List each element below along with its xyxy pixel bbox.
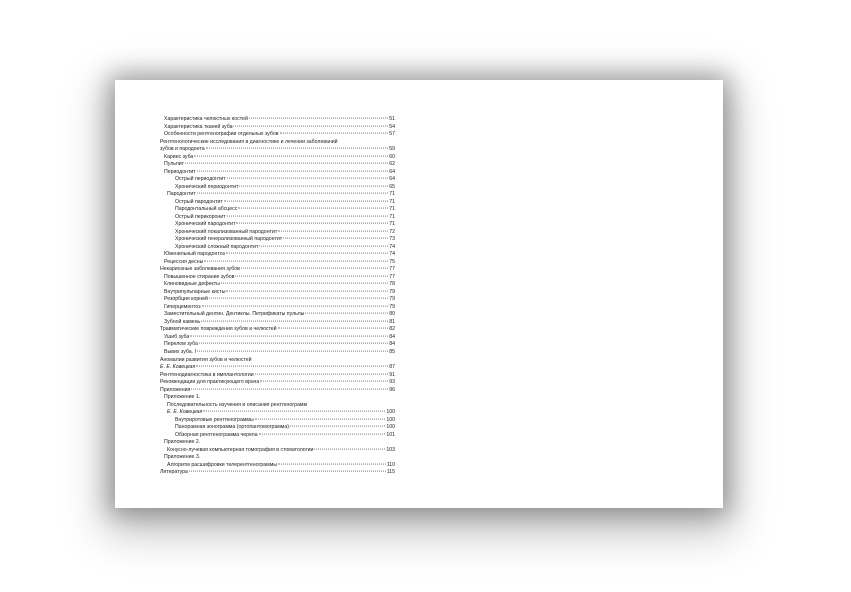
toc-entry-page: 79 bbox=[389, 303, 395, 310]
dot-leader bbox=[255, 412, 386, 419]
toc-entry-page: 79 bbox=[389, 296, 395, 303]
dot-leader bbox=[226, 284, 388, 291]
dot-leader bbox=[259, 427, 386, 434]
toc-entry-page: 96 bbox=[389, 386, 395, 393]
dot-leader bbox=[241, 262, 388, 269]
dot-leader bbox=[199, 337, 388, 344]
toc-entry-page: 100 bbox=[386, 424, 395, 431]
toc-entry-title: Повышенное стирание зубов bbox=[164, 273, 235, 280]
toc-entry-page: 77 bbox=[389, 266, 395, 273]
toc-entry-page: 74 bbox=[389, 251, 395, 258]
dot-leader bbox=[314, 442, 385, 449]
toc-entry-title: Рецессия десны bbox=[164, 258, 204, 265]
dot-leader bbox=[278, 457, 386, 464]
toc-entry-title: Приложение 3. bbox=[164, 454, 201, 461]
toc-entry-title: Гиперцементоз bbox=[164, 303, 201, 310]
toc-entry-title: Приложения bbox=[160, 386, 191, 393]
dot-leader bbox=[224, 194, 388, 201]
dot-leader bbox=[227, 172, 389, 179]
dot-leader bbox=[239, 179, 388, 186]
dot-leader bbox=[197, 164, 389, 171]
toc-entry-page: 81 bbox=[389, 318, 395, 325]
toc-entry-title: Последовательность изучения и описания рентгенограмм bbox=[167, 401, 308, 408]
dot-leader bbox=[189, 465, 386, 472]
toc-entry-title: Острый периодонтит bbox=[175, 176, 226, 183]
dot-leader bbox=[260, 375, 388, 382]
toc-entry-title: Травматические повреждения зубов и челюстей bbox=[160, 326, 277, 333]
dot-leader bbox=[236, 217, 388, 224]
toc-entry-title: Хронический периодонтит bbox=[175, 183, 239, 190]
dot-leader bbox=[190, 330, 388, 337]
toc-entry-page: 79 bbox=[389, 288, 395, 295]
dot-leader bbox=[226, 247, 388, 254]
dot-leader bbox=[202, 299, 389, 306]
table-of-contents bbox=[160, 113, 395, 474]
toc-entry-page: 93 bbox=[389, 379, 395, 386]
toc-entry-page: 103 bbox=[386, 446, 395, 453]
dot-leader bbox=[206, 142, 389, 149]
dot-leader bbox=[283, 232, 388, 239]
toc-entry-page: 65 bbox=[389, 183, 395, 190]
toc-entry-title: Кариес зуба bbox=[164, 153, 194, 160]
toc-entry-page: 71 bbox=[389, 191, 395, 198]
toc-entry-title: Е. Е. Ковецкая bbox=[160, 364, 196, 371]
toc-entry-page: 101 bbox=[386, 431, 395, 438]
toc-entry-page: 91 bbox=[389, 371, 395, 378]
toc-entry-title: Внутриротовые рентгенограммы bbox=[175, 416, 254, 423]
dot-leader bbox=[249, 112, 388, 119]
toc-entry-page: 84 bbox=[389, 333, 395, 340]
toc-entry-page: 82 bbox=[389, 326, 395, 333]
toc-entry-page: 87 bbox=[389, 364, 395, 371]
book-spread bbox=[115, 80, 723, 508]
toc-entry-page: 78 bbox=[389, 281, 395, 288]
toc-entry-title: Резорбция корней bbox=[164, 296, 208, 303]
toc-entry-page: 60 bbox=[389, 153, 395, 160]
dot-leader bbox=[290, 420, 385, 427]
toc-entry-title: Конусно-лучевая компьютерная томография в стоматологии bbox=[167, 446, 314, 453]
dot-leader bbox=[204, 254, 388, 261]
toc-entry bbox=[160, 466, 395, 474]
dot-leader bbox=[255, 367, 389, 374]
dot-leader bbox=[185, 157, 388, 164]
toc-entry-title: Вывих зуба. I bbox=[164, 348, 196, 355]
toc-entry-title: Ювенильный пародонтоз bbox=[164, 251, 225, 258]
dot-leader bbox=[201, 315, 388, 322]
toc-entry-title: зубов и пародонта bbox=[160, 146, 205, 153]
toc-entry-page: 71 bbox=[389, 221, 395, 228]
dot-leader bbox=[235, 269, 388, 276]
dot-leader bbox=[194, 149, 388, 156]
toc-entry-title: Приложение 2. bbox=[164, 439, 201, 446]
toc-entry-title: Хронический генерализованный пародонтит bbox=[175, 236, 283, 243]
toc-entry-page: 51 bbox=[389, 116, 395, 122]
toc-entry-title: Внутрипульпарные кисты bbox=[164, 288, 226, 295]
toc-entry bbox=[160, 391, 395, 399]
toc-entry-title: Аномалии развития зубов и челюстей bbox=[160, 356, 252, 363]
toc-entry-title: Острый перикоронит bbox=[175, 213, 226, 220]
toc-entry-page: 62 bbox=[389, 161, 395, 168]
toc-entry-title: Острый пародонтит bbox=[175, 198, 223, 205]
toc-entry-title: Рентгенодиагностика в имплантологии bbox=[160, 371, 254, 378]
toc-entry-page: 59 bbox=[389, 146, 395, 153]
dot-leader bbox=[278, 224, 388, 231]
toc-entry-page: 75 bbox=[389, 258, 395, 265]
toc-entry-title: Особенности рентгенографии отдельных зубов bbox=[164, 131, 279, 138]
toc-entry-page: 84 bbox=[389, 341, 395, 348]
toc-entry-title: Периодонтит bbox=[164, 168, 196, 175]
toc-entry-page: 100 bbox=[386, 416, 395, 423]
toc-entry-page: 74 bbox=[389, 243, 395, 250]
toc-entry-title: Перелом зуба bbox=[164, 341, 198, 348]
toc-entry-title: Зубной камень bbox=[164, 318, 201, 325]
toc-entry-title: Панорамная зонограмма (ортопантомограмма) bbox=[175, 424, 289, 431]
toc-entry-title: Пульпит bbox=[164, 161, 185, 168]
toc-entry-page: 71 bbox=[389, 213, 395, 220]
toc-entry-page: 71 bbox=[389, 198, 395, 205]
toc-entry-page: 64 bbox=[389, 168, 395, 175]
dot-leader bbox=[197, 187, 389, 194]
dot-leader bbox=[197, 345, 388, 352]
toc-entry-title: Некариозные заболевания зубов bbox=[160, 266, 240, 273]
dot-leader bbox=[280, 127, 389, 134]
dot-leader bbox=[203, 405, 385, 412]
toc-entry-page: 64 bbox=[389, 176, 395, 183]
toc-entry-page: 110 bbox=[386, 461, 395, 468]
toc-entry-title: Хронический локализованный пародонтит bbox=[175, 228, 278, 235]
toc-entry-title: Пародонтит bbox=[167, 191, 196, 198]
toc-entry-title: Рентгенологические исследования в диагностике и лечении заболеваний bbox=[160, 138, 338, 145]
toc-entry-title: Пародонтальный абсцесс bbox=[175, 206, 238, 213]
toc-entry-page: 77 bbox=[389, 273, 395, 280]
toc-entry-page: 72 bbox=[389, 228, 395, 235]
toc-entry-page: 57 bbox=[389, 131, 395, 138]
dot-leader bbox=[221, 277, 388, 284]
toc-entry-title: Характеристика челюстных костей bbox=[164, 116, 248, 122]
dot-leader bbox=[233, 119, 388, 126]
toc-entry-page: 80 bbox=[389, 311, 395, 318]
toc-entry bbox=[160, 384, 395, 392]
toc-entry-page: 85 bbox=[389, 348, 395, 355]
toc-entry-title: Хронический пародонтит bbox=[175, 221, 236, 228]
toc-entry-title: Клиновидные дефекты bbox=[164, 281, 220, 288]
dot-leader bbox=[191, 382, 388, 389]
toc-entry-title: Приложение 1. bbox=[164, 394, 201, 401]
dot-leader bbox=[227, 209, 389, 216]
toc-entry-title: Ушиб зуба bbox=[164, 333, 190, 340]
dot-leader bbox=[238, 202, 388, 209]
dot-leader bbox=[196, 360, 388, 367]
toc-entry-page: 115 bbox=[386, 469, 395, 476]
dot-leader bbox=[209, 292, 388, 299]
toc-entry-title: Хронический сложный пародонтит bbox=[175, 243, 259, 250]
toc-entry-title: Заместительный дентин. Дентиклы. Петрификаты пульпы bbox=[164, 311, 305, 318]
dot-leader bbox=[305, 307, 388, 314]
toc-entry-title: Обзорная рентгенограмма черепа bbox=[175, 431, 258, 438]
dot-leader bbox=[259, 239, 388, 246]
toc-entry-title: Характеристика тканей зуба bbox=[164, 123, 233, 130]
toc-entry-title: Рекомендации для практикующего врача bbox=[160, 379, 260, 386]
toc-entry-title: Алгоритм расшифровки телерентгенограммы bbox=[167, 461, 278, 468]
dot-leader bbox=[278, 322, 389, 329]
toc-entry-title: Е. Е. Ковецкая bbox=[167, 409, 203, 416]
toc-entry-page: 71 bbox=[389, 206, 395, 213]
toc-entry-page: 54 bbox=[389, 123, 395, 130]
toc-entry-title: Литература bbox=[160, 469, 188, 476]
toc-entry-page: 73 bbox=[389, 236, 395, 243]
toc-entry-page: 100 bbox=[386, 409, 395, 416]
